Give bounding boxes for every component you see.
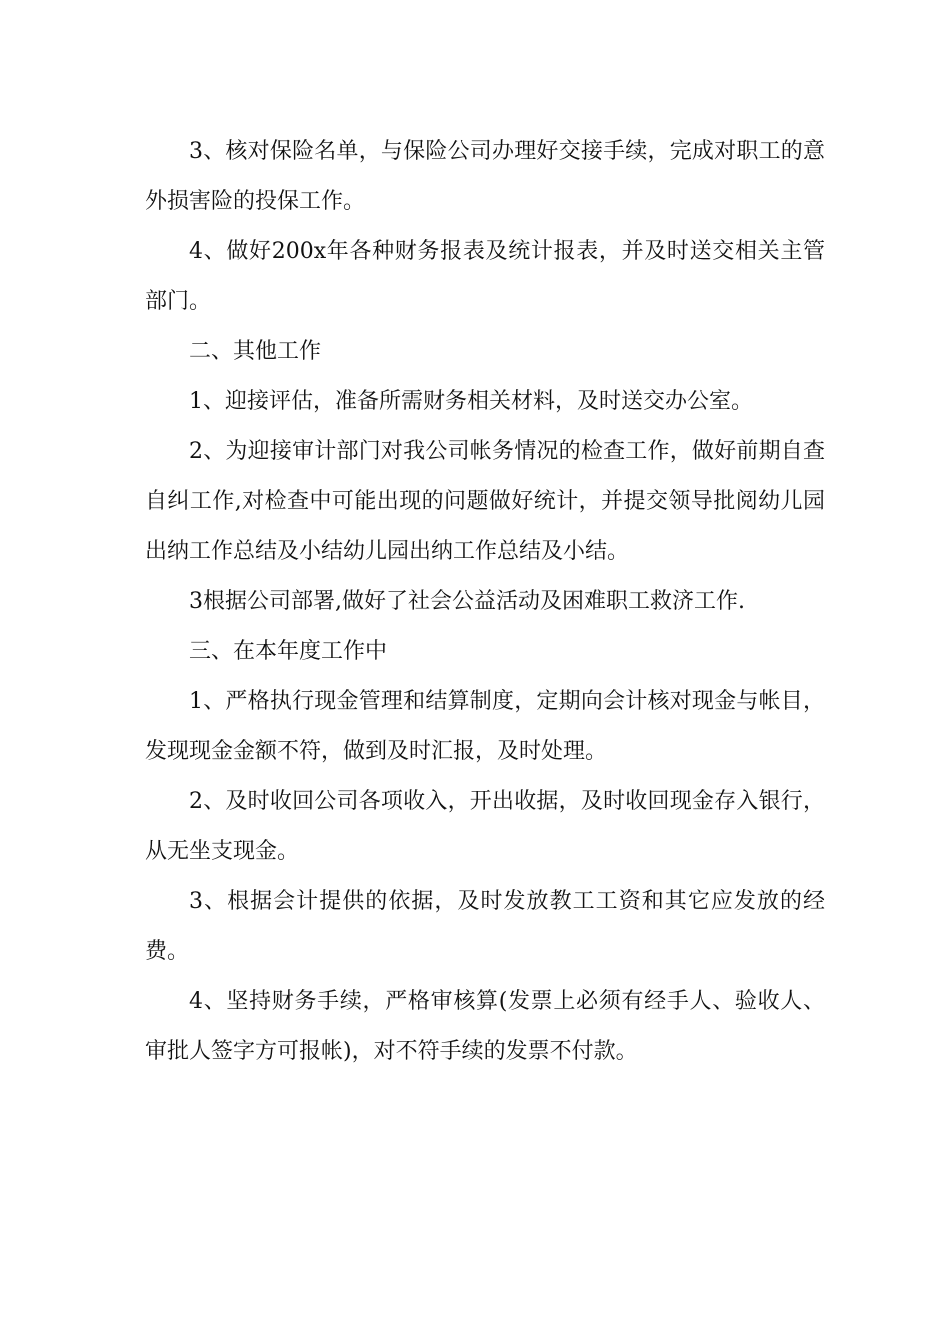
- paragraph-financial-reports: 4、做好200x年各种财务报表及统计报表，并及时送交相关主管部门。: [145, 239, 825, 314]
- paragraph-public-welfare: 3根据公司部署,做好了社会公益活动及困难职工救济工作.: [189, 589, 745, 614]
- section-heading-other-work: 二、其他工作: [189, 339, 322, 364]
- paragraph-insurance-list: 3、核对保险名单，与保险公司办理好交接手续，完成对职工的意外损害险的投保工作。: [145, 139, 825, 214]
- paragraph-audit-preparation: 2、为迎接审计部门对我公司帐务情况的检查工作，做好前期自查自纠工作,对检查中可能出现的问题做好统计，并提交领导批阅幼儿园出纳工作总结及小结幼儿园出纳工作总结及小结。: [145, 439, 825, 564]
- paragraph-salary-payment: 3、根据会计提供的依据，及时发放教工工资和其它应发放的经费。: [145, 889, 825, 964]
- paragraph-cash-management: 1、严格执行现金管理和结算制度，定期向会计核对现金与帐目，发现现金金额不符，做到及时汇报，及时处理。: [145, 689, 825, 764]
- paragraph-evaluation: 1、迎接评估，准备所需财务相关材料，及时送交办公室。: [189, 389, 753, 414]
- paragraph-audit-procedures: 4、坚持财务手续，严格审核算(发票上必须有经手人、验收人、审批人签字方可报帐)，对不符手续的发票不付款。: [145, 989, 825, 1064]
- paragraph-income-collection: 2、及时收回公司各项收入，开出收据，及时收回现金存入银行，从无坐支现金。: [145, 789, 825, 864]
- document-body: [145, 127, 825, 1077]
- section-heading-annual-work: 三、在本年度工作中: [189, 639, 388, 664]
